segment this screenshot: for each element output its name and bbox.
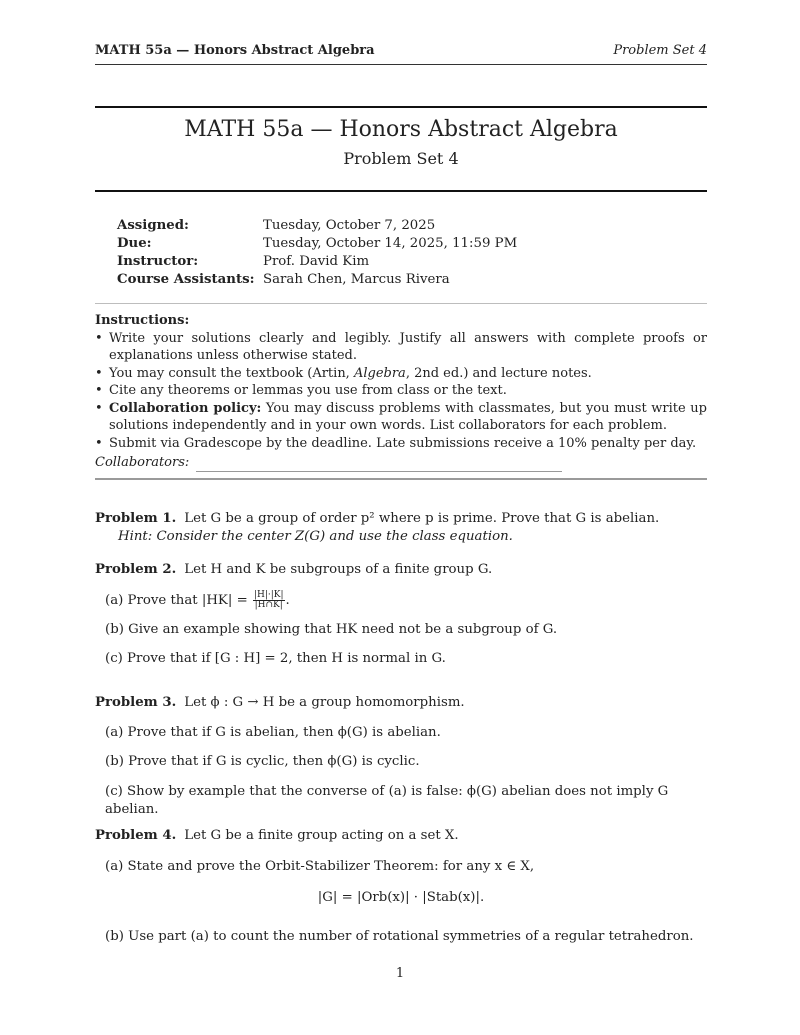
problem-statement: Let G be a group of order p² where p is prime. Prove that G is abelian. [184, 511, 660, 526]
info-value: Tuesday, October 14, 2025, 11:59 PM [263, 236, 518, 251]
info-row-due [117, 235, 517, 253]
problem-hint: Hint: Consider the center Z(G) and use the class equation. [118, 529, 513, 544]
instruction-item: • Cite any theorems or lemmas you use from class or the text. [95, 383, 507, 398]
info-label: Course Assistants: [117, 272, 255, 287]
instructions-heading: Instructions: [95, 313, 190, 328]
problem-1 [95, 510, 707, 546]
bullet-icon: • [95, 400, 103, 416]
problem-title: Problem 4. [95, 828, 177, 843]
problem-statement: Let G be a finite group acting on a set X. [184, 828, 459, 843]
problem-part-c: (c) Show by example that the converse of (a) is false: ϕ(G) abelian does not imply G abelian. [105, 784, 669, 817]
info-row-assistants [117, 271, 517, 289]
info-value: Tuesday, October 7, 2025 [263, 218, 436, 233]
problem-statement: Let H and K be subgroups of a finite group G. [184, 562, 493, 577]
info-label: Assigned: [117, 218, 189, 233]
instructions-top-rule [95, 303, 707, 304]
assignment-info [117, 217, 517, 289]
instructions-box [95, 312, 707, 472]
info-value: Prof. David Kim [263, 254, 370, 269]
bullet-icon: • [95, 330, 103, 346]
page-number: 1 [395, 966, 405, 981]
title-bottom-rule [95, 190, 707, 192]
page-title: MATH 55a — Honors Abstract Algebra [184, 117, 618, 142]
info-value: Sarah Chen, Marcus Rivera [263, 272, 450, 287]
collaborators-label: Collaborators: [95, 455, 190, 470]
info-row-instructor [117, 253, 517, 271]
instruction-item: • You may consult the textbook (Artin, Algebra, 2nd ed.) and lecture notes. [95, 365, 592, 381]
running-header [95, 43, 707, 63]
running-header-course: MATH 55a — Honors Abstract Algebra [95, 43, 375, 58]
header-divider [95, 64, 707, 65]
running-header-set: Problem Set 4 [613, 43, 707, 58]
info-label: Instructor: [117, 254, 199, 269]
problem-title: Problem 2. [95, 562, 177, 577]
instructions-bottom-rule [95, 478, 707, 480]
fraction: $\frac{|H|\cdot|K|}{|H\cap K|}$ [253, 590, 284, 610]
problem-part-c: (c) Prove that if [G : H] = 2, then H is normal in G. [105, 651, 446, 666]
instructions-list [95, 330, 707, 453]
instruction-item: • Write your solutions clearly and legibly. Justify all answers with complete proofs or explanations unless otherwise stated. [95, 330, 707, 363]
collaborators-blank-line [196, 460, 562, 472]
page-subtitle: Problem Set 4 [343, 149, 459, 168]
problem-part-b: (b) Prove that if G is cyclic, then ϕ(G) is cyclic. [105, 754, 420, 769]
info-label: Due: [117, 236, 152, 251]
bullet-icon: • [95, 383, 103, 398]
problem-part-b: (b) Use part (a) to count the number of rotational symmetries of a regular tetrahedron. [105, 929, 694, 944]
instruction-item: • Collaboration policy: You may discuss problems with classmates, but you must write up solutions independently and in your own words. List collaborators for each problem. [95, 400, 707, 433]
problem-3 [95, 694, 707, 817]
instruction-item: • Submit via Gradescope by the deadline. Late submissions receive a 10% penalty per day. [95, 435, 697, 451]
problem-4 [95, 827, 707, 952]
title-top-rule [95, 106, 707, 108]
display-equation: |G| = |Orb(x)| · |Stab(x)|. [317, 890, 485, 905]
bullet-icon: • [95, 435, 103, 451]
problem-title: Problem 1. [95, 511, 177, 526]
problem-part-a: (a) State and prove the Orbit-Stabilizer Theorem: for any x ∈ X, [105, 859, 535, 874]
problem-part-a: (a) Prove that if G is abelian, then ϕ(G) is abelian. [105, 725, 441, 740]
problem-2 [95, 561, 707, 671]
info-row-assigned [117, 217, 517, 235]
bullet-icon: • [95, 365, 103, 381]
problem-part-b: (b) Give an example showing that HK need not be a subgroup of G. [105, 622, 558, 637]
problem-statement: Let ϕ : G → H be a group homomorphism. [184, 695, 465, 710]
collaborators-field [95, 454, 707, 472]
problem-title: Problem 3. [95, 695, 177, 710]
problem-part-a: (a) Prove that |HK| = $\frac{|H|\cdot|K|}{|H\cap K|}$ . [105, 590, 290, 610]
